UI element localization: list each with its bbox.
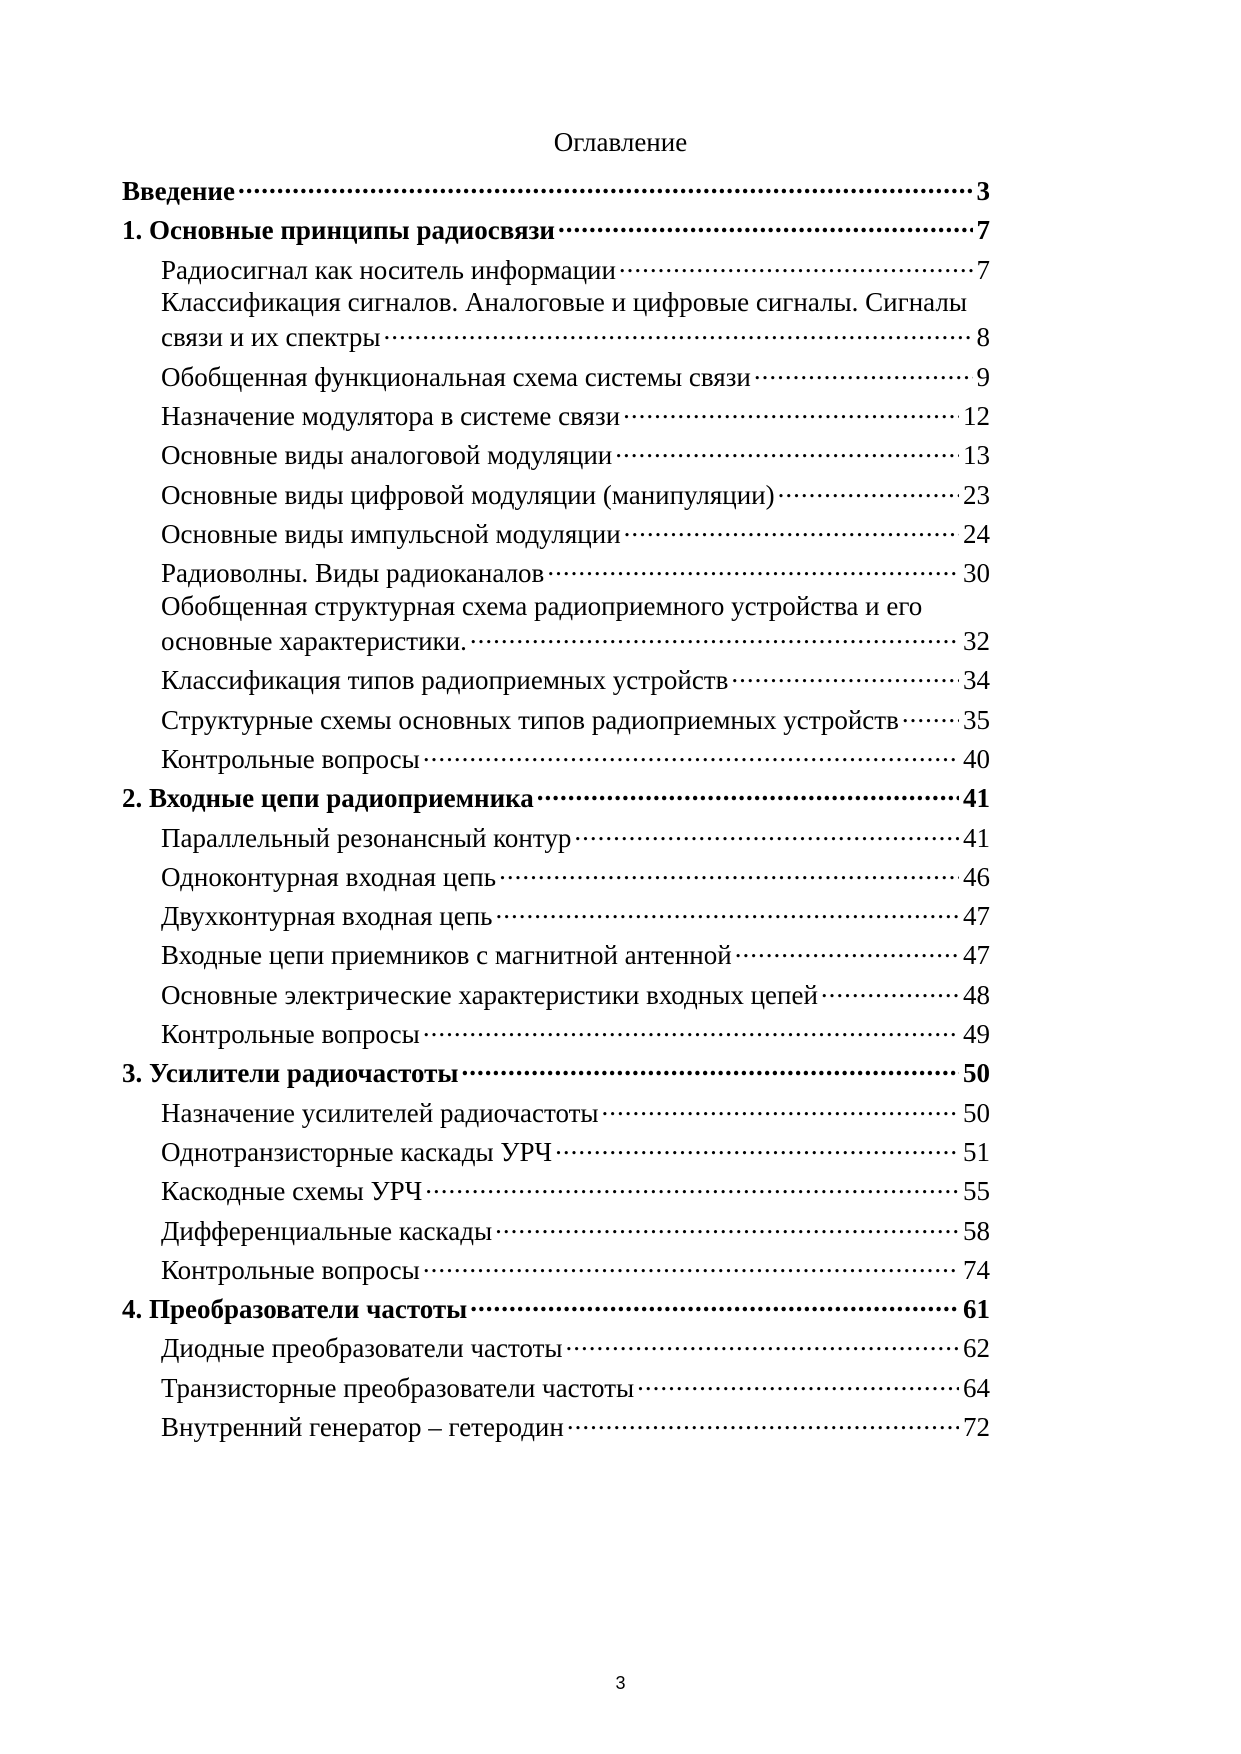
toc-entry-title: Внутренний генератор – гетеродин (161, 1412, 564, 1442)
toc-entry-page: 47 (963, 901, 990, 932)
dot-leader (902, 697, 959, 729)
toc-entry-page: 72 (963, 1412, 990, 1442)
dot-leader (462, 1050, 960, 1082)
toc-entry-page: 12 (963, 401, 990, 431)
toc-entry-title: Классификация типов радиоприемных устройств (161, 665, 729, 696)
toc-entry-page: 3 (976, 176, 990, 206)
toc-entry-title: Контрольные вопросы (161, 1254, 420, 1285)
toc-entry-title: Дифференциальные каскады (161, 1215, 493, 1246)
toc-entry-page: 58 (963, 1215, 990, 1246)
toc-entry-page: 32 (963, 626, 990, 656)
toc-entry-title: основные характеристики. (161, 626, 467, 656)
toc-entry-title: Контрольные вопросы (161, 743, 420, 774)
toc-entry-page: 50 (963, 1058, 990, 1089)
dot-leader (470, 618, 959, 650)
toc-entry-page: 41 (963, 822, 990, 853)
dot-leader (384, 314, 973, 346)
toc-entry-page: 40 (963, 743, 990, 774)
toc-entry-title: Одноконтурная входная цепь (161, 861, 497, 892)
toc-entry-page: 47 (963, 940, 990, 971)
toc-entry-title: Радиосигнал как носитель информации (161, 254, 616, 285)
toc-entry-title: Введение (122, 176, 235, 206)
toc-entry-page: 35 (963, 704, 990, 735)
dot-leader (537, 775, 959, 807)
toc-entry-title: Основные виды цифровой модуляции (манипуляции) (161, 479, 775, 510)
toc-entry-title: 2. Входные цепи радиоприемника (122, 783, 534, 814)
toc-entry-title: Основные виды импульсной модуляции (161, 518, 621, 549)
toc-entry-title: 1. Основные принципы радиосвязи (122, 215, 555, 246)
page-title: Оглавление (553, 127, 688, 157)
toc-entry-title-line1: Обобщенная структурная схема радиоприемного устройства и его (161, 590, 923, 621)
toc-entry-page: 62 (963, 1333, 990, 1364)
dot-leader (547, 550, 959, 582)
toc-entry-page: 61 (963, 1294, 990, 1325)
dot-leader (425, 1168, 959, 1200)
dot-leader (499, 854, 959, 886)
dot-leader (567, 1404, 959, 1436)
toc-entry-page: 23 (963, 479, 990, 510)
toc-entry-title: Обобщенная функциональная схема системы связи (161, 361, 751, 392)
toc-entry-title: Контрольные вопросы (161, 1019, 420, 1049)
dot-leader (566, 1325, 959, 1357)
dot-leader (495, 1208, 959, 1240)
dot-leader (615, 432, 959, 464)
dot-leader (495, 893, 959, 925)
toc-entry-title: Основные виды аналоговой модуляции (161, 440, 613, 471)
toc-entry-title: Каскодные схемы УРЧ (161, 1176, 423, 1207)
toc-entry-title: Транзисторные преобразователи частоты (161, 1372, 635, 1403)
toc-entry-title: Основные электрические характеристики входных цепей (161, 979, 818, 1010)
toc-entry-page: 50 (963, 1097, 990, 1128)
toc-entry-title: Назначение модулятора в системе связи (161, 401, 621, 431)
footer-page-number: 3 (615, 1673, 626, 1693)
toc-entry-page: 24 (963, 518, 990, 549)
toc-entry-page: 55 (963, 1176, 990, 1207)
dot-leader (821, 972, 959, 1004)
toc-entry-title-line1: Классификация сигналов. Аналоговые и цифровые сигналы. Сигналы (161, 286, 967, 317)
toc-entry-title: Параллельный резонансный контур (161, 822, 572, 853)
dot-leader (731, 657, 959, 689)
dot-leader (754, 354, 973, 386)
toc-entry-page: 30 (963, 558, 990, 589)
toc-entry-title: 4. Преобразователи частоты (122, 1294, 468, 1325)
dot-leader (558, 207, 973, 239)
toc-entry-title: 3. Усилители радиочастоты (122, 1058, 459, 1089)
toc-entry-page: 9 (976, 361, 990, 392)
toc-entry-page: 8 (976, 322, 990, 353)
toc-entry-page: 46 (963, 861, 990, 892)
dot-leader (238, 168, 973, 200)
dot-leader (619, 247, 973, 279)
dot-leader (624, 511, 959, 543)
toc-entry-title: Структурные схемы основных типов радиоприемных устройств (161, 704, 899, 735)
dot-leader (623, 393, 959, 425)
toc-entry-page: 7 (976, 215, 990, 246)
dot-leader (778, 472, 959, 504)
toc-entry-title: Входные цепи приемников с магнитной антенной (161, 940, 732, 971)
dot-leader (470, 1286, 959, 1318)
toc-entry-page: 49 (963, 1019, 990, 1049)
dot-leader (423, 1011, 959, 1043)
dot-leader (637, 1365, 959, 1397)
toc-entry-page: 48 (963, 979, 990, 1010)
dot-leader (735, 932, 959, 964)
toc-entry-page: 7 (976, 254, 990, 285)
dot-leader (423, 1247, 959, 1279)
toc-entry-page: 41 (963, 783, 990, 814)
toc-entry-page: 74 (963, 1254, 990, 1285)
dot-leader (602, 1090, 959, 1122)
toc-entry-title: связи и их спектры (161, 322, 381, 353)
toc-entry-title: Двухконтурная входная цепь (161, 901, 493, 932)
dot-leader (574, 815, 959, 847)
toc-entry-page: 64 (963, 1372, 990, 1403)
toc-entry-page: 34 (963, 665, 990, 696)
toc-entry-page: 13 (963, 440, 990, 471)
dot-leader (423, 736, 959, 768)
toc-entry-title: Однотранзисторные каскады УРЧ (161, 1136, 553, 1167)
toc-entry-title: Назначение усилителей радиочастоты (161, 1097, 599, 1128)
toc-entry-title: Радиоволны. Виды радиоканалов (161, 558, 545, 589)
toc-entry-page: 51 (963, 1136, 990, 1167)
toc-entry-title: Диодные преобразователи частоты (161, 1333, 563, 1364)
dot-leader (555, 1129, 959, 1161)
